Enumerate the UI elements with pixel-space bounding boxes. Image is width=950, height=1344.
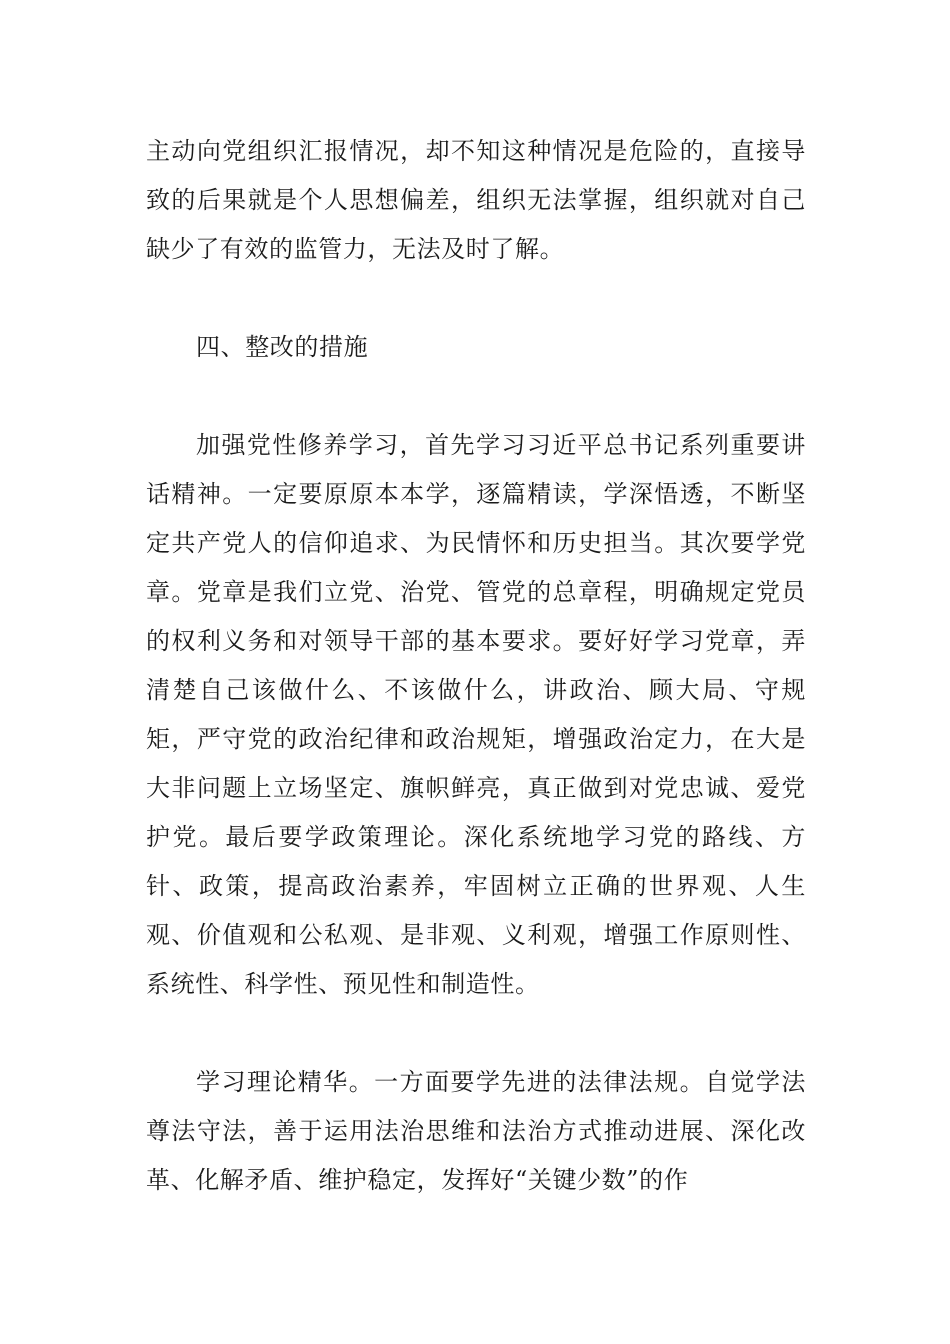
document-page — [146, 127, 806, 1205]
section-heading: 四、整改的措施 — [196, 333, 369, 361]
paragraph-study-party-spirit: 加强党性修养学习，首先学习习近平总书记系列重要讲话精神。一定要原原本本学，逐篇精读，学深悟透，不断坚定共产党人的信仰追求、为民情怀和历史担当。其次要学党章。党章是我们立党、治党、管党的总章程，明确规定党员的权利义务和对领导干部的基本要求。要好好学习党章，弄清楚自己该做什么、不该做什么，讲政治、顾大局、守规矩，严守党的政治纪律和政治规矩，增强政治定力，在大是大非问题上立场坚定、旗帜鲜亮，真正做到对党忠诚、爱党护党。最后要学政策理论。深化系统地学习党的路线、方针、政策，提高政治素养，牢固树立正确的世界观、人生观、价值观和公私观、是非观、义利观，增强工作原则性、系统性、科学性、预见性和制造性。 — [146, 431, 806, 998]
paragraph-study-theory: 学习理论精华。一方面要学先进的法律法规。自觉学法尊法守法，善于运用法治思维和法治方式推动进展、深化改革、化解矛盾、维护稳定，发挥好“关键少数”的作 — [146, 1068, 806, 1194]
paragraph-continuation: 主动向党组织汇报情况，却不知这种情况是危险的，直接导致的后果就是个人思想偏差，组织无法掌握，组织就对自己缺少了有效的监管力，无法及时了解。 — [146, 137, 806, 263]
